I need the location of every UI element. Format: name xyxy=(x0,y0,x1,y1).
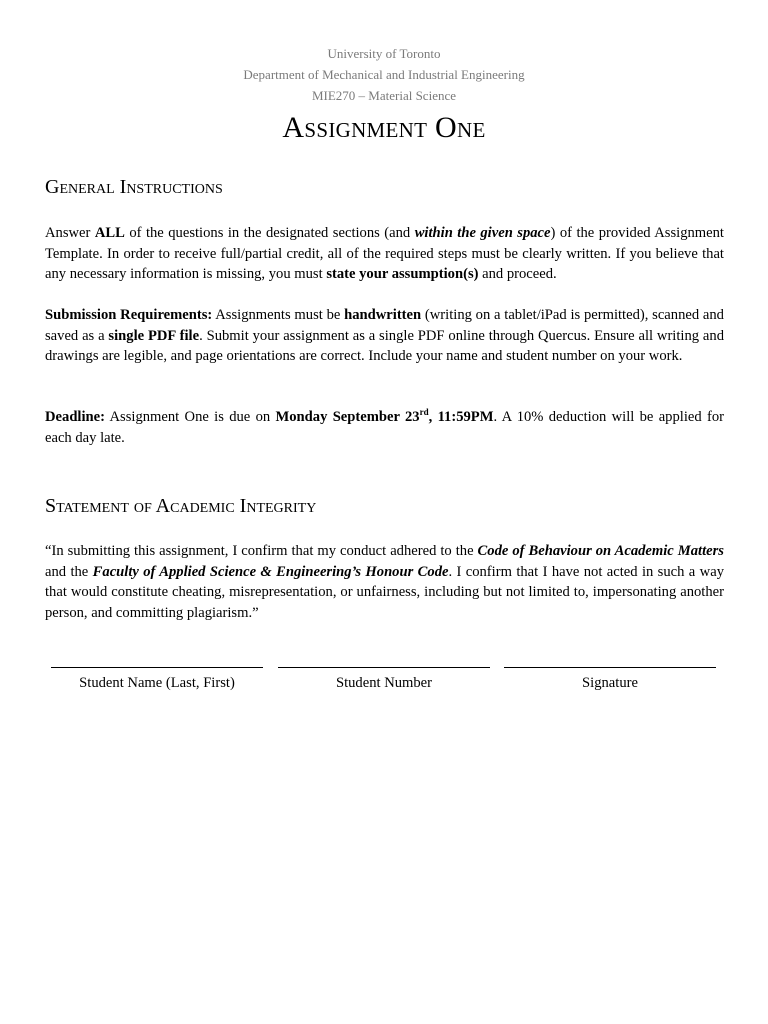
university-name: University of Toronto xyxy=(327,46,441,61)
student-number-label: Student Number xyxy=(335,675,433,691)
deadline-paragraph: Deadline: Assignment One is due on Monday September 23rd, 11:59PM. A 10% deduction will be applied for each day late. xyxy=(45,407,724,446)
integrity-statement-paragraph: “In submitting this assignment, I confirm that my conduct adhered to the Code of Behaviour on Academic Matters and the Faculty of Applied Science & Engineering’s Honour Code. I confirm that I have not acted in such a way that would constitute cheating, misrepresentation, or unfairness, including but not limited to, impersonating another person, and committing plagiarism.” xyxy=(45,543,724,622)
instructions-paragraph: Answer ALL of the questions in the designated sections (and within the given space) of the provided Assignment Template. In order to receive full/partial credit, all of the required steps must be clearly written. If you believe that any necessary information is missing, you must state your assumption(s) and proceed. xyxy=(45,225,724,283)
student-name-label: Student Name (Last, First) xyxy=(79,675,235,691)
signature-line[interactable] xyxy=(504,667,716,668)
document-title: Assignment One xyxy=(282,111,486,144)
student-name-line[interactable] xyxy=(51,667,263,668)
department-name: Department of Mechanical and Industrial Engineering xyxy=(243,67,525,82)
submission-requirements-paragraph: Submission Requirements: Assignments must be handwritten (writing on a tablet/iPad is permitted), scanned and saved as a single PDF file. Submit your assignment as a single PDF online through Quercus. Ensure all writing and drawings are legible, and page orientations are correct. Include your name and student number on your work. xyxy=(45,307,724,365)
general-instructions-heading: General Instructions xyxy=(45,176,223,198)
signature-label: Signature xyxy=(582,675,638,691)
student-number-line[interactable] xyxy=(278,667,490,668)
academic-integrity-heading: Statement of Academic Integrity xyxy=(45,495,317,517)
course-name: MIE270 – Material Science xyxy=(311,88,457,103)
